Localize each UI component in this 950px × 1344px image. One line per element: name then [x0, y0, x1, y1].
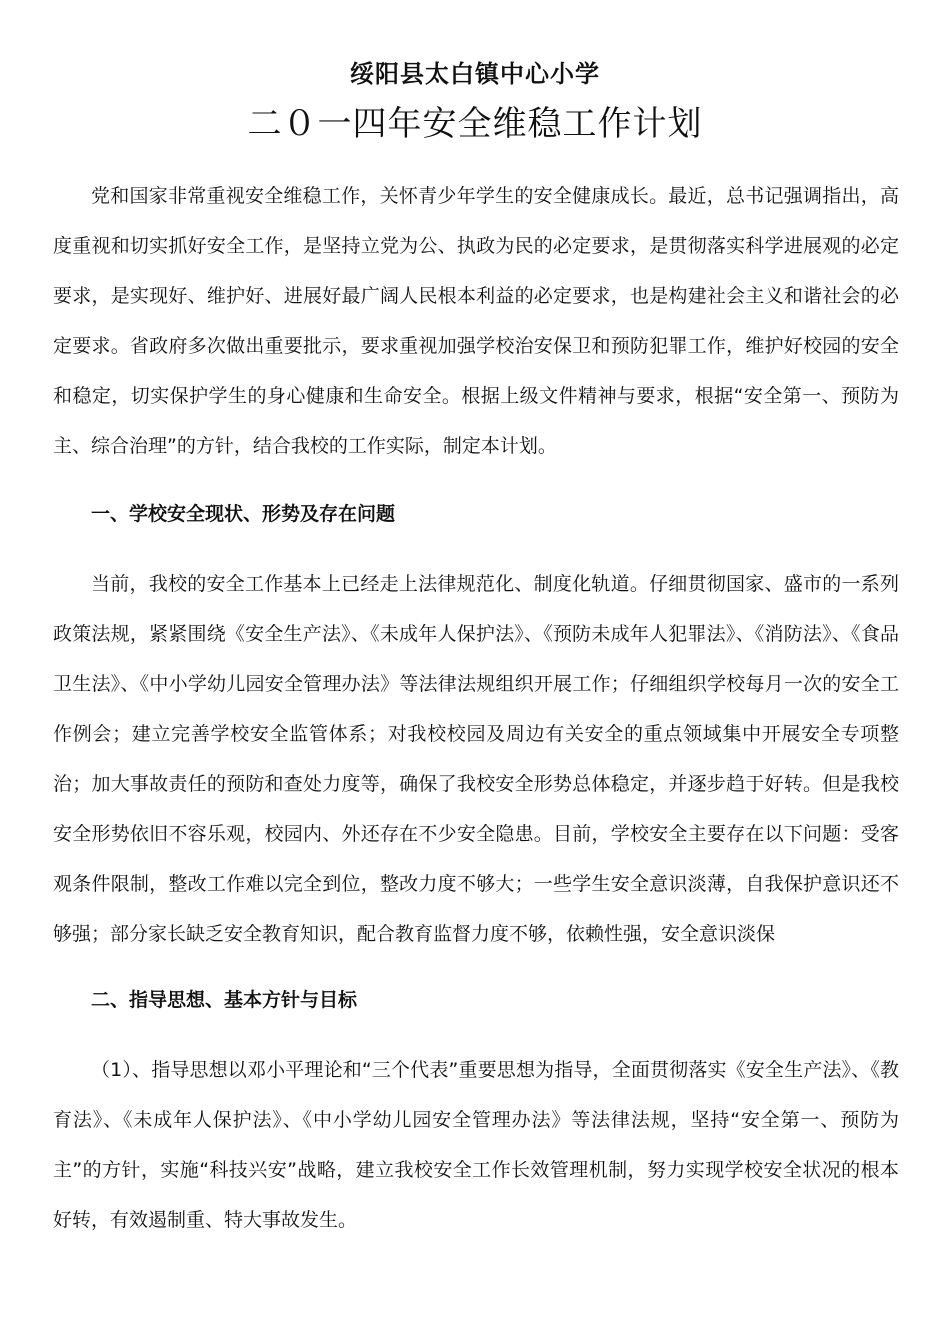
section-body-1: 当前，我校的安全工作基本上已经走上法律规范化、制度化轨道。仔细贯彻国家、盛市的一系列政策法规，紧紧围绕《安全生产法》、《未成年人保护法》、《预防未成年人犯罪法》、《消防法》、《食品卫生法》、《中小学幼儿园安全管理办法》等法律法规组织开展工作；仔细组织学校每月一次的安全工作例会；建立完善学校安全监管体系；对我校校园及周边有关安全的重点领域集中开展安全专项整治；加大事故责任的预防和查处力度等，确保了我校安全形势总体稳定，并逐步趋于好转。但是我校安全形势依旧不容乐观，校园内、外还存在不少安全隐患。目前，学校安全主要存在以下问题：受客观条件限制，整改工作难以完全到位，整改力度不够大；一些学生安全意识淡薄，自我保护意识还不够强；部分家长缺乏安全教育知识，配合教育监督力度不够，依赖性强，安全意识淡保	[53, 573, 899, 945]
section-body-2: （1）、指导思想以邓小平理论和“三个代表”重要思想为指导，全面贯彻落实《安全生产法》、《教育法》、《未成年人保护法》、《中小学幼儿园安全管理办法》等法律法规，坚持“安全第一、预防为主”的方针，实施“科技兴安”战略，建立我校安全工作长效管理机制，努力实现学校安全状况的根本好转，有效遏制重、特大事故发生。	[53, 1059, 899, 1231]
section-heading-1: 一、学校安全现状、形势及存在问题	[91, 503, 396, 525]
document-subtitle: 绥阳县太白镇中心小学	[350, 60, 600, 88]
section-heading-2: 二、指导思想、基本方针与目标	[91, 989, 358, 1011]
intro-paragraph: 党和国家非常重视安全维稳工作，关怀青少年学生的安全健康成长。最近，总书记强调指出，高度重视和切实抓好安全工作，是坚持立党为公、执政为民的必定要求，是贯彻落实科学进展观的必定要求，是实现好、维护好、进展好最广阔人民根本利益的必定要求，也是构建社会主义和谐社会的必定要求。省政府多次做出重要批示，要求重视加强学校治安保卫和预防犯罪工作，维护好校园的安全和稳定，切实保护学生的身心健康和生命安全。根据上级文件精神与要求，根据“安全第一、预防为主、综合治理”的方针，结合我校的工作实际，制定本计划。	[53, 185, 899, 457]
document-title: 二０一四年安全维稳工作计划	[247, 104, 703, 144]
